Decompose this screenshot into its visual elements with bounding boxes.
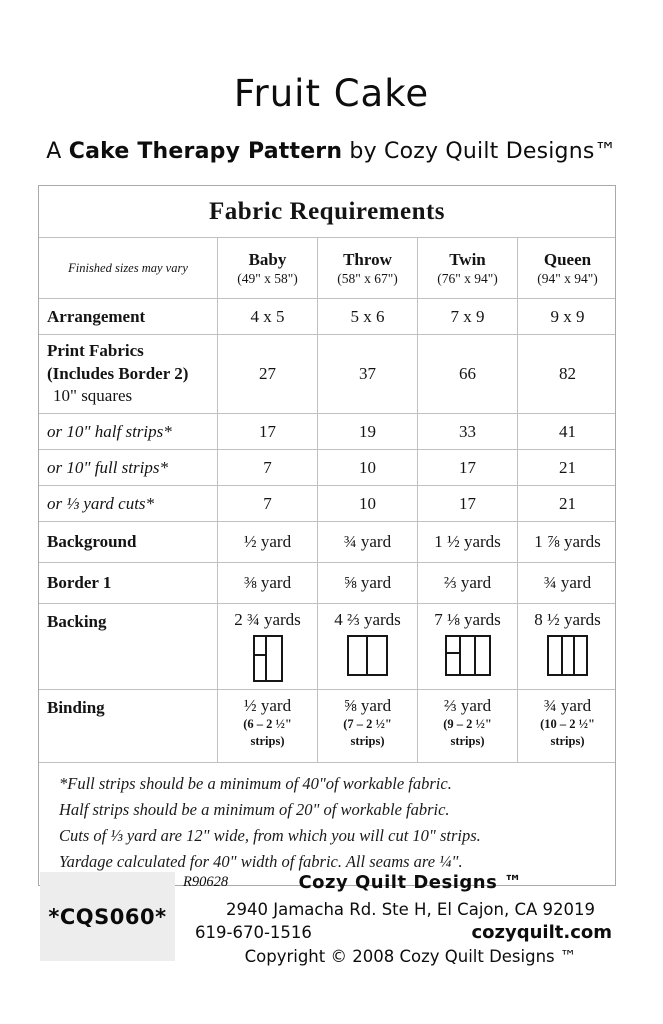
- print-fabrics-line3: 10" squares: [53, 386, 133, 406]
- yard-cuts-twin: 17: [417, 486, 517, 521]
- binding-sub1-throw: (7 – 2 ½": [343, 717, 392, 731]
- border1-queen: ¾ yard: [517, 563, 617, 603]
- copyright-notice: Copyright © 2008 Cozy Quilt Designs ™: [244, 947, 577, 966]
- reference-number: R90628: [183, 874, 229, 890]
- page-title: Fruit Cake: [233, 72, 430, 115]
- column-header-baby: [217, 238, 317, 298]
- arrangement-twin: 7 x 9: [417, 299, 517, 334]
- binding-sub2-throw: strips): [350, 733, 385, 748]
- backing-twin: [417, 604, 517, 689]
- column-name-throw: Throw: [343, 249, 392, 269]
- footer-line3: [181, 919, 640, 943]
- binding-value-queen: ¾ yard: [543, 696, 592, 715]
- full-strips-throw: 10: [317, 450, 417, 485]
- arrangement-throw: 5 x 6: [317, 299, 417, 334]
- fabric-requirements-table: [38, 185, 616, 886]
- column-size-twin: (76" x 94"): [437, 270, 498, 286]
- sku-code: *CQS060*: [48, 904, 167, 929]
- backing-throw: [317, 604, 417, 689]
- binding-value-twin: ⅔ yard: [443, 696, 492, 715]
- title-block: [0, 0, 663, 164]
- row-label-binding: Binding: [47, 698, 105, 717]
- binding-value-throw: ⅝ yard: [343, 696, 392, 715]
- row-border1: [39, 562, 615, 603]
- row-label-yard-cuts: or ⅓ yard cuts*: [47, 493, 155, 513]
- row-print-fabrics: [39, 334, 615, 413]
- full-strips-queen: 21: [517, 450, 617, 485]
- column-size-throw: (58" x 67"): [337, 270, 398, 286]
- binding-sub2-baby: strips): [250, 733, 285, 748]
- border1-twin: ⅔ yard: [417, 563, 517, 603]
- page-subtitle: [0, 139, 663, 164]
- yard-cuts-queen: 21: [517, 486, 617, 521]
- column-header-throw: [317, 238, 417, 298]
- table-title: Fabric Requirements: [208, 197, 446, 225]
- backing-value-twin: 7 ⅛ yards: [434, 610, 501, 629]
- row-full-strips: [39, 449, 615, 485]
- row-label-backing: Backing: [47, 612, 107, 631]
- row-yard-cuts: [39, 485, 615, 521]
- print-fabrics-line1: Print Fabrics: [47, 340, 144, 360]
- column-name-baby: Baby: [248, 249, 287, 269]
- row-label-background: Background: [47, 532, 137, 551]
- binding-value-baby: ½ yard: [243, 696, 292, 715]
- background-throw: ¾ yard: [317, 522, 417, 562]
- half-strips-baby: 17: [217, 414, 317, 449]
- binding-sub1-baby: (6 – 2 ½": [243, 717, 292, 731]
- print-fabrics-queen: 82: [517, 335, 617, 413]
- half-strips-twin: 33: [417, 414, 517, 449]
- row-label-full-strips: or 10" full strips*: [47, 457, 168, 477]
- subtitle-series-name: Cake Therapy Pattern: [68, 139, 343, 164]
- binding-twin: [417, 690, 517, 762]
- background-twin: 1 ½ yards: [417, 522, 517, 562]
- column-header-queen: [517, 238, 617, 298]
- full-strips-baby: 7: [217, 450, 317, 485]
- full-strips-twin: 17: [417, 450, 517, 485]
- binding-throw: [317, 690, 417, 762]
- backing-diagram-queen: [547, 635, 588, 676]
- column-size-baby: (49" x 58"): [237, 270, 298, 286]
- footnote-yardage: Yardage calculated for 40" width of fabric. All seams are ¼".: [59, 851, 463, 871]
- column-name-twin: Twin: [449, 249, 486, 269]
- footnote-cuts: Cuts of ⅓ yard are 12" wide, from which you will cut 10" strips.: [59, 825, 481, 845]
- border1-baby: ⅜ yard: [217, 563, 317, 603]
- yard-cuts-throw: 10: [317, 486, 417, 521]
- border1-throw: ⅝ yard: [317, 563, 417, 603]
- website-url: cozyquilt.com: [471, 922, 612, 943]
- backing-diagram-baby: [253, 635, 283, 682]
- binding-baby: [217, 690, 317, 762]
- publisher-info: [175, 872, 640, 966]
- row-label-half-strips: or 10" half strips*: [47, 421, 172, 441]
- binding-sub2-queen: strips): [550, 733, 585, 748]
- backing-diagram-twin: [445, 635, 491, 676]
- arrangement-queen: 9 x 9: [517, 299, 617, 334]
- backing-value-baby: 2 ¾ yards: [234, 610, 301, 629]
- row-label-arrangement: Arrangement: [47, 306, 146, 326]
- subtitle-prefix: A: [46, 139, 69, 164]
- print-fabrics-throw: 37: [317, 335, 417, 413]
- footnotes: [39, 762, 615, 885]
- backing-queen: [517, 604, 617, 689]
- print-fabrics-baby: 27: [217, 335, 317, 413]
- binding-sub2-twin: strips): [450, 733, 485, 748]
- yard-cuts-baby: 7: [217, 486, 317, 521]
- brand-name: Cozy Quilt Designs ™: [298, 872, 523, 893]
- phone-number: 619-670-1516: [195, 923, 312, 942]
- row-arrangement: [39, 298, 615, 334]
- footnote-half-strips: Half strips should be a minimum of 20" of workable fabric.: [59, 799, 450, 819]
- binding-sub1-queen: (10 – 2 ½": [540, 717, 595, 731]
- backing-baby: [217, 604, 317, 689]
- background-queen: 1 ⅞ yards: [517, 522, 617, 562]
- binding-queen: [517, 690, 617, 762]
- backing-diagram-throw: [347, 635, 388, 676]
- row-half-strips: [39, 413, 615, 449]
- row-label-border1: Border 1: [47, 573, 112, 592]
- half-strips-throw: 19: [317, 414, 417, 449]
- backing-value-throw: 4 ⅔ yards: [334, 610, 401, 629]
- row-backing: [39, 603, 615, 689]
- print-fabrics-line2: (Includes Border 2): [47, 363, 189, 383]
- subtitle-suffix: by Cozy Quilt Designs™: [342, 139, 617, 164]
- column-name-queen: Queen: [543, 249, 592, 269]
- publisher-address: 2940 Jamacha Rd. Ste H, El Cajon, CA 92019: [225, 900, 595, 919]
- arrangement-baby: 4 x 5: [217, 299, 317, 334]
- footer-line1: [181, 872, 640, 896]
- finished-sizes-note: Finished sizes may vary: [68, 260, 188, 275]
- table-header-row: [39, 237, 615, 298]
- row-binding: [39, 689, 615, 762]
- publisher-footer: [40, 872, 640, 966]
- backing-value-queen: 8 ½ yards: [534, 610, 601, 629]
- sku-box: [40, 872, 175, 961]
- print-fabrics-twin: 66: [417, 335, 517, 413]
- half-strips-queen: 41: [517, 414, 617, 449]
- column-size-queen: (94" x 94"): [537, 270, 598, 286]
- background-baby: ½ yard: [217, 522, 317, 562]
- row-background: [39, 521, 615, 562]
- footnote-full-strips: *Full strips should be a minimum of 40"of workable fabric.: [59, 774, 452, 793]
- row-label-print-fabrics: [39, 335, 217, 413]
- binding-sub1-twin: (9 – 2 ½": [443, 717, 492, 731]
- column-header-twin: [417, 238, 517, 298]
